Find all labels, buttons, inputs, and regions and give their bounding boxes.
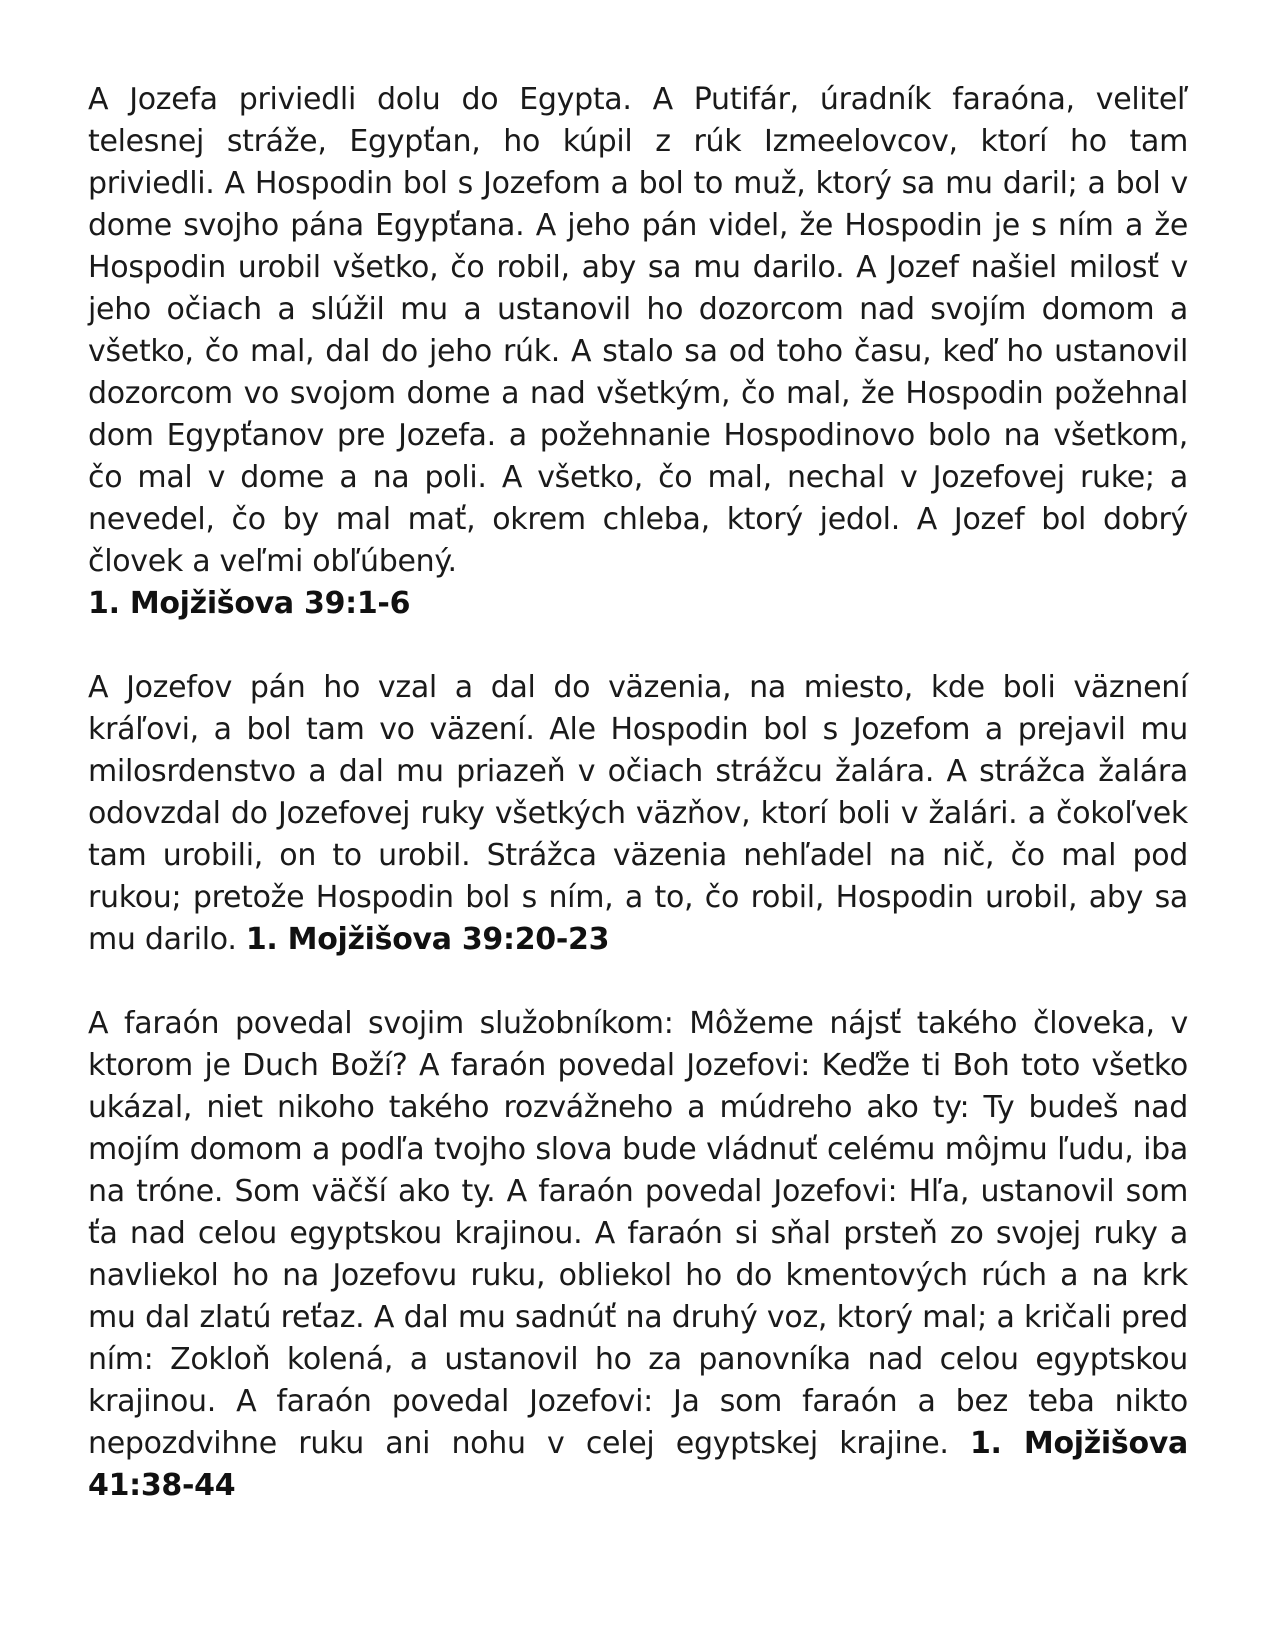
passage-genesis-39-1-6 <box>88 79 1188 625</box>
passage-reference: 1. Mojžišova 39:20-23 <box>245 922 610 957</box>
passage-text: A Jozefov pán ho vzal a dal do väzenia, na miesto, kde boli väznení kráľovi, a bol tam vo väzení. Ale Hospodin bol s Jozefom a prejavil mu milosrdenstvo a dal mu priazeň v očiach strážcu žalára. A strážca žalára odovzdal do Jozefovej ruky všetkých väzňov, ktorí boli v žalári. a čokoľvek tam urobili, on to urobil. Strážca väzenia nehľadel na nič, čo mal pod rukou; pretože Hospodin bol s ním, a to, čo robil, Hospodin urobil, aby sa mu darilo. <box>88 670 1188 957</box>
passage-text: A faraón povedal svojim služobníkom: Môžeme nájsť takého človeka, v ktorom je Duch Boží? A faraón povedal Jozefovi: Keďže ti Boh toto všetko ukázal, niet nikoho takého rozvážneho a múdreho ako ty: Ty budeš nad mojím domom a podľa tvojho slova bude vládnuť celému môjmu ľudu, iba na tróne. Som väčší ako ty. A faraón povedal Jozefovi: Hľa, ustanovil som ťa nad celou egyptskou krajinou. A faraón si sňal prsteň zo svojej ruky a navliekol ho na Jozefovu ruku, obliekol ho do kmentových rúch a na krk mu dal zlatú reťaz. A dal mu sadnúť na druhý voz, ktorý mal; a kričali pred ním: Zokloň kolená, a ustanovil ho za panovníka nad celou egyptskou krajinou. A faraón povedal Jozefovi: Ja som faraón a bez teba nikto nepozdvihne ruku ani nohu v celej egyptskej krajine. <box>88 1006 1188 1461</box>
passage-genesis-39-20-23 <box>88 667 1188 961</box>
passage-text: A Jozefa priviedli dolu do Egypta. A Putifár, úradník faraóna, veliteľ telesnej stráže, Egypťan, ho kúpil z rúk Izmeelovcov, ktorí ho tam priviedli. A Hospodin bol s Jozefom a bol to muž, ktorý sa mu daril; a bol v dome svojho pána Egypťana. A jeho pán videl, že Hospodin je s ním a že Hospodin urobil všetko, čo robil, aby sa mu darilo. A Jozef našiel milosť v jeho očiach a slúžil mu a ustanovil ho dozorcom nad svojím domom a všetko, čo mal, dal do jeho rúk. A stalo sa od toho času, keď ho ustanovil dozorcom vo svojom dome a nad všetkým, čo mal, že Hospodin požehnal dom Egypťanov pre Jozefa. a požehnanie Hospodinovo bolo na všetkom, čo mal v dome a na poli. A všetko, čo mal, nechal v Jozefovej ruke; a nevedel, čo by mal mať, okrem chleba, ktorý jedol. A Jozef bol dobrý človek a veľmi obľúbený. <box>88 82 1188 579</box>
passage-reference: 1. Mojžišova 39:1-6 <box>88 586 411 621</box>
scripture-document <box>88 79 1188 1507</box>
passage-reference: 1. Mojžišova 41:38-44 <box>88 1426 1188 1503</box>
passage-genesis-41-38-44 <box>88 1003 1188 1507</box>
